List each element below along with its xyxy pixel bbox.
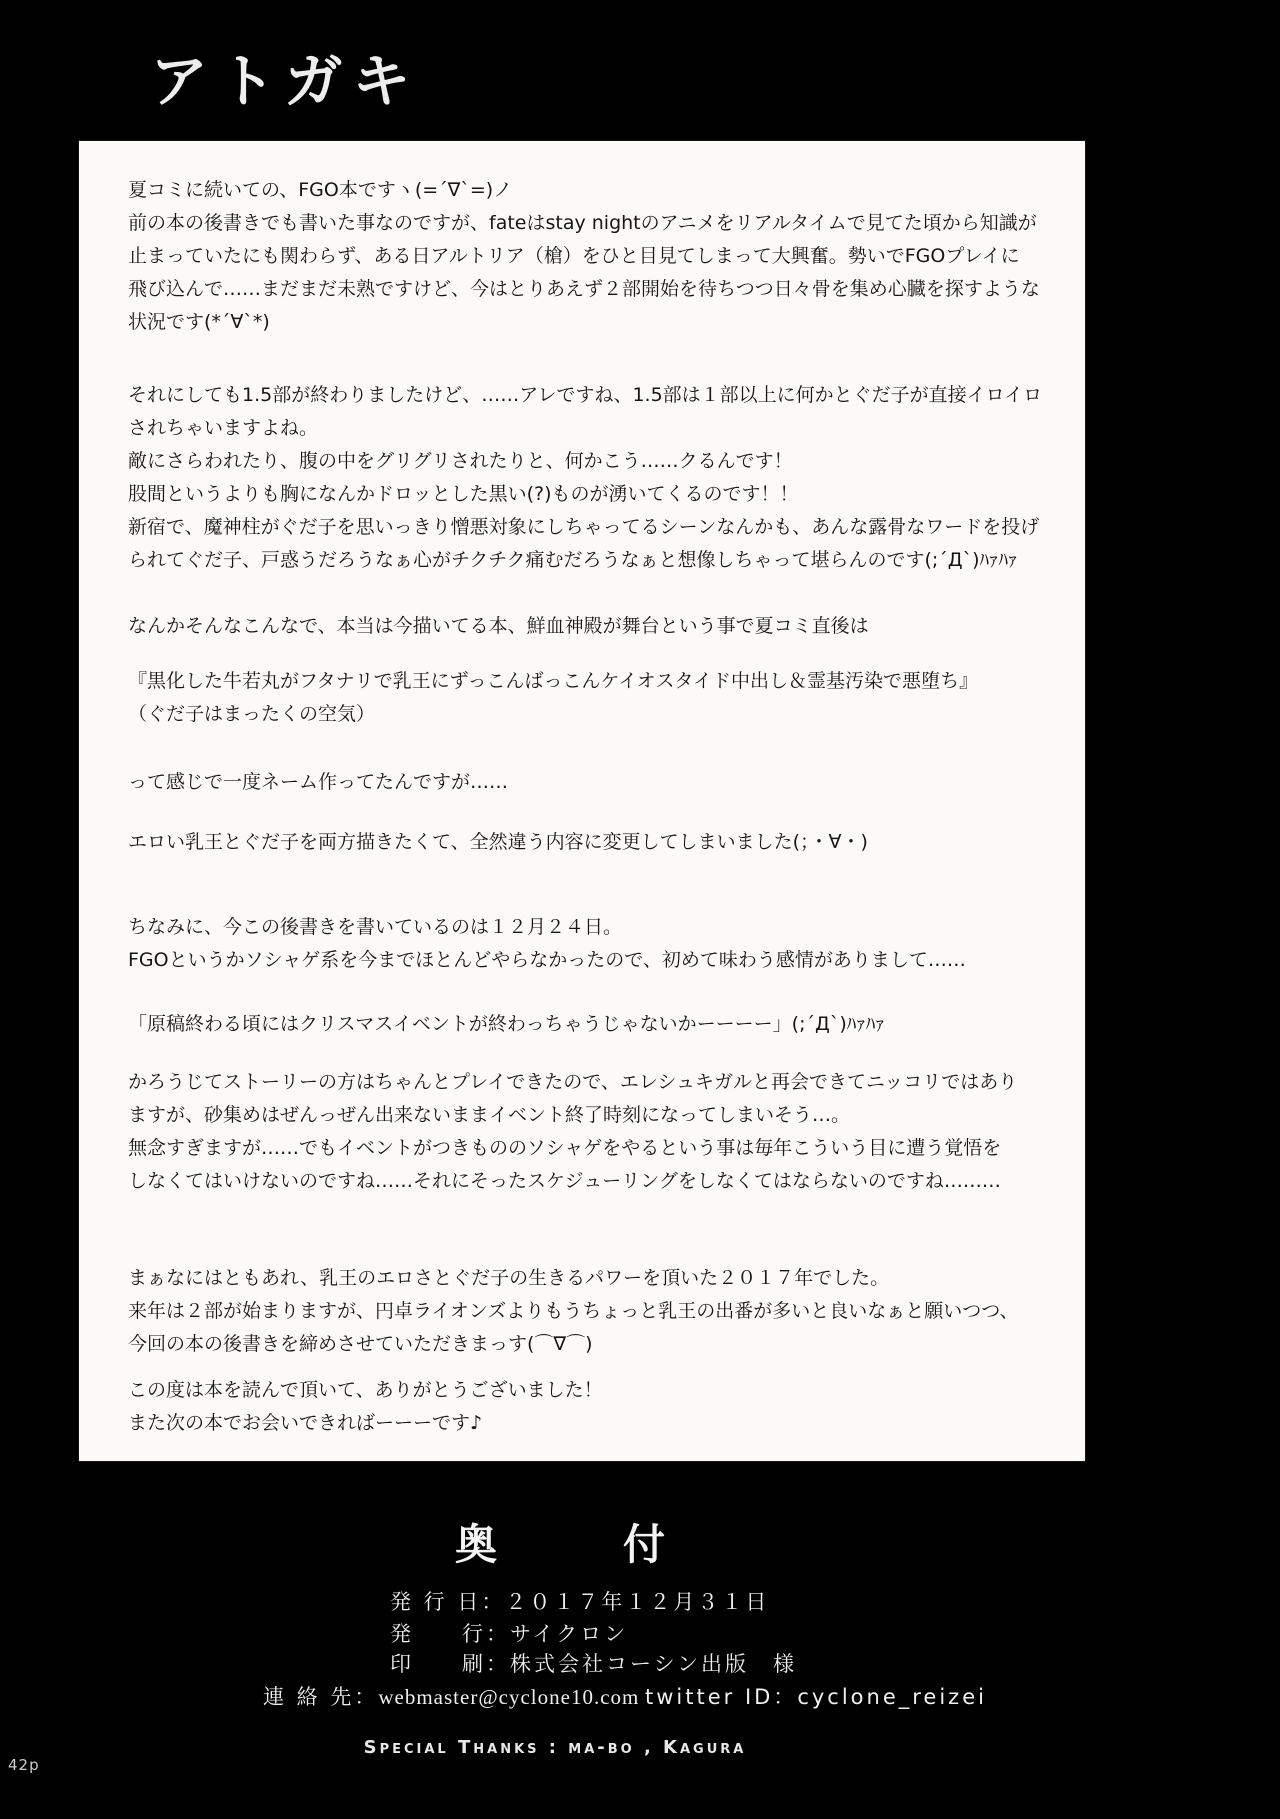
afterword-title: アトガキ xyxy=(150,47,421,115)
text-line: 敵にさらわれたり、腹の中をグリグリされたりと、何かこう……クるんです！ xyxy=(128,450,793,472)
text-line: FGOというかソシャゲ系を今までほとんどやらなかったので、初めて味わう感情がありまして…… xyxy=(128,949,966,971)
text-line: 股間というよりも胸になんかドロッとした黒い(?)ものが湧いてくるのです！！ xyxy=(128,483,799,505)
afterword-paragraph xyxy=(128,610,1040,643)
colophon-row-twitter xyxy=(645,1681,987,1711)
publication-date-value: ２０１７年１２月３１日 xyxy=(505,1590,770,1614)
text-line: されちゃいますよね。 xyxy=(128,417,319,439)
printer-value: 株式会社コーシン出版 様 xyxy=(510,1652,798,1676)
text-line: 『黒化した牛若丸がフタナリで乳王にずっこんばっこんケイオスタイド中出し＆霊基汚染で悪堕ち』 xyxy=(128,670,979,692)
text-line: 飛び込んで……まだまだ未熟ですけど、今はとりあえず２部開始を待ちつつ日々骨を集め心臓を探すような xyxy=(128,278,1040,300)
text-line: しなくてはいけないのですね……それにそったスケジューリングをしなくてはならないのですね……… xyxy=(128,1170,1001,1192)
text-line: 「原稿終わる頃にはクリスマスイベントが終わっちゃうじゃないかーーーー」(;´Д`)ﾊｧﾊｧ xyxy=(128,1013,885,1035)
special-thanks: Special Thanks : ma-bo , Kagura xyxy=(363,1737,747,1758)
afterword-paragraph xyxy=(128,911,1040,977)
publication-date-label: 発 行 日： xyxy=(390,1590,506,1614)
text-line: この度は本を読んで頂いて、ありがとうございました！ xyxy=(128,1379,603,1401)
twitter-id-label: twitter ID： xyxy=(645,1685,798,1709)
text-line: かろうじてストーリーの方はちゃんとプレイできたので、エレシュキガルと再会できてニッコリではあり xyxy=(128,1071,1018,1093)
text-line: 夏コミに続いての、FGO本ですヽ(=´∇`=)ノ xyxy=(128,179,513,201)
text-line: 前の本の後書きでも書いた事なのですが、fateはstay nightのアニメをリアルタイムで見てた頃から知識が xyxy=(128,212,1037,234)
text-line: 状況です(*´∀`*) xyxy=(128,311,270,333)
afterword-paragraph xyxy=(128,826,1040,859)
publisher-label: 発 行： xyxy=(390,1622,510,1646)
afterword-panel xyxy=(78,140,1086,1462)
text-line: ますが、砂集めはぜんっぜん出来ないままイベント終了時刻になってしまいそう…。 xyxy=(128,1104,851,1126)
afterword-paragraph xyxy=(128,1066,1040,1198)
afterword-paragraph xyxy=(128,1008,1040,1041)
afterword-paragraph xyxy=(128,174,1040,339)
page-number: 42p xyxy=(8,1756,40,1774)
colophon-row-contact xyxy=(263,1681,639,1711)
afterword-body xyxy=(128,174,1043,1440)
afterword-paragraph xyxy=(128,766,1040,799)
colophon-row-printer xyxy=(390,1648,797,1678)
twitter-id-value: cyclone_reizei xyxy=(797,1685,987,1709)
text-line: ちなみに、今この後書きを書いているのは１２月２４日。 xyxy=(128,916,623,938)
text-line: 止まっていたにも関わらず、ある日アルトリア（槍）をひと目見てしまって大興奮。勢いでFGOプレイに xyxy=(128,245,1020,267)
publisher-value: サイクロン xyxy=(510,1622,629,1646)
printer-label: 印 刷： xyxy=(390,1652,510,1676)
colophon-title: 奥 付 xyxy=(455,1520,680,1569)
text-line: まぁなにはともあれ、乳王のエロさとぐだ子の生きるパワーを頂いた２０１７年でした。 xyxy=(128,1267,890,1289)
afterword-paragraph xyxy=(128,1262,1040,1361)
text-line: （ぐだ子はまったくの空気） xyxy=(128,703,376,725)
contact-email: webmaster@cyclone10.com xyxy=(378,1685,640,1709)
text-line: なんかそんなこんなで、本当は今描いてる本、鮮血神殿が舞台という事で夏コミ直後は xyxy=(128,615,869,637)
afterword-paragraph xyxy=(128,1374,1040,1440)
colophon-row-publication-date xyxy=(390,1586,769,1616)
text-line: 来年は２部が始まりますが、円卓ライオンズよりもうちょっと乳王の出番が多いと良いなぁと願いつつ、 xyxy=(128,1300,1019,1322)
afterword-paragraph xyxy=(128,379,1043,577)
text-line: 無念すぎますが……でもイベントがつきもののソシャゲをやるという事は毎年こういう目に遭う覚悟を xyxy=(128,1137,1002,1159)
text-line: それにしても1.5部が終わりましたけど、……アレですね、1.5部は１部以上に何かとぐだ子が直接イロイロ xyxy=(128,384,1043,406)
text-line: って感じで一度ネーム作ってたんですが…… xyxy=(128,771,509,793)
colophon-row-publisher xyxy=(390,1618,628,1648)
contact-label: 連 絡 先： xyxy=(263,1685,379,1709)
text-line: 新宿で、魔神柱がぐだ子を思いっきり憎悪対象にしちゃってるシーンなんかも、あんな露骨なワードを投げ xyxy=(128,516,1040,538)
text-line: られてぐだ子、戸惑うだろうなぁ心がチクチク痛むだろうなぁと想像しちゃって堪らんのです(;´Д`)ﾊｧﾊｧ xyxy=(128,549,1018,571)
afterword-paragraph xyxy=(128,665,1040,731)
text-line: また次の本でお会いできればーーーです♪ xyxy=(128,1412,483,1434)
text-line: エロい乳王とぐだ子を両方描きたくて、全然違う内容に変更してしまいました(；・∀・) xyxy=(128,831,868,853)
text-line: 今回の本の後書きを締めさせていただきまっす(⌒∇⌒) xyxy=(128,1333,593,1355)
